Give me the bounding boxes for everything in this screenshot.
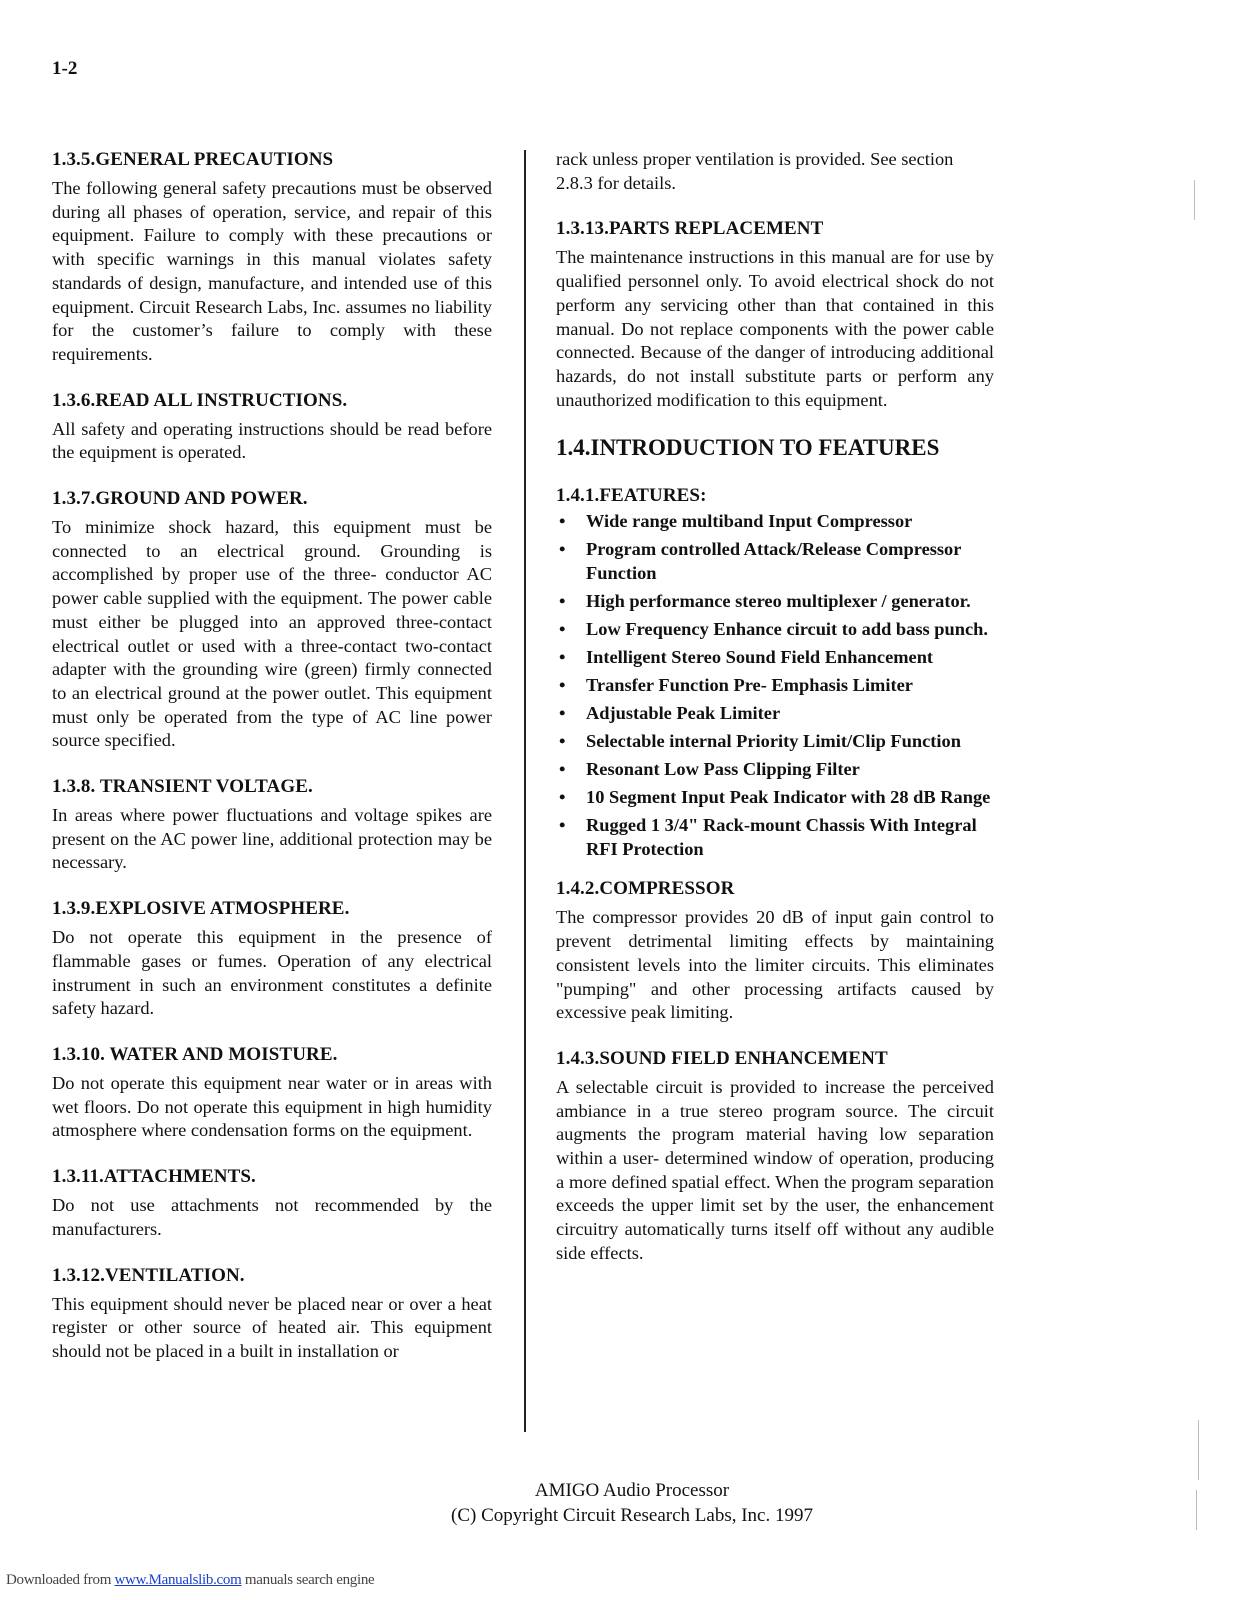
- section-features: [556, 484, 994, 861]
- list-item: [556, 646, 994, 670]
- feature-text: Wide range multiband Input Compressor: [586, 511, 913, 532]
- scan-mark: [1196, 1490, 1197, 1530]
- section-heading: 1.3.5.GENERAL PRECAUTIONS: [52, 149, 334, 170]
- list-item: [556, 674, 994, 698]
- section-heading: 1.4.2.COMPRESSOR: [556, 878, 735, 900]
- bullet-icon: •: [559, 815, 566, 836]
- bullet-icon: •: [559, 647, 566, 668]
- list-item: [556, 538, 994, 585]
- section-body: All safety and operating instructions should be read before the equipment is operated.: [52, 418, 492, 463]
- section-heading: 1.3.8. TRANSIENT VOLTAGE.: [52, 776, 313, 798]
- list-item: [556, 814, 994, 861]
- bullet-icon: •: [559, 591, 566, 612]
- section-heading: 1.3.10. WATER AND MOISTURE.: [52, 1043, 338, 1065]
- section-body: In areas where power fluctuations and voltage spikes are present on the AC power line, additional protection may be necessary.: [52, 805, 492, 873]
- section-heading: 1.4.1.FEATURES:: [556, 485, 707, 507]
- list-item: [556, 618, 994, 642]
- feature-text: Transfer Function Pre- Emphasis Limiter: [586, 675, 913, 696]
- section-body: Do not operate this equipment in the presence of flammable gases or fumes. Operation of any electrical instrument in such an environment constitutes a definite safety hazard.: [52, 927, 492, 1019]
- column-divider: [524, 150, 526, 1432]
- list-item: [556, 590, 994, 614]
- bullet-icon: •: [559, 703, 566, 724]
- list-item: [556, 758, 994, 782]
- features-list: [556, 510, 994, 861]
- section-body: The maintenance instructions in this manual are for use by qualified personnel only. To avoid electrical shock do not perform any servicing other than that contained in this manual. Do not replace components with the power cable connected. Because of the danger of introducing additional hazards, do not install substitute parts or perform any unauthorized modification to this equipment.: [556, 247, 994, 410]
- list-item: [556, 786, 994, 810]
- bullet-icon: •: [559, 787, 566, 808]
- section-body: rack unless proper ventilation is provided. See section 2.8.3 for details.: [556, 149, 954, 193]
- section-heading: 1.3.11.ATTACHMENTS.: [52, 1166, 256, 1188]
- section-general-precautions: [52, 148, 492, 367]
- section-body: This equipment should never be placed near or over a heat register or other source of heated air. This equipment should not be placed in a built in installation or: [52, 1293, 492, 1361]
- manualslib-link[interactable]: www.Manualslib.com: [114, 1572, 242, 1588]
- list-item: [556, 702, 994, 726]
- download-bar: [6, 1572, 374, 1589]
- list-item: [556, 730, 994, 754]
- scan-mark: [1198, 1420, 1199, 1480]
- bullet-icon: •: [559, 731, 566, 752]
- section-body: Do not operate this equipment near water or in areas with wet floors. Do not operate this equipment in high humidity atmosphere where condensation forms on the equipment.: [52, 1072, 492, 1141]
- section-parts-replacement: [556, 217, 994, 412]
- feature-text: High performance stereo multiplexer / generator.: [586, 591, 971, 612]
- left-column: [52, 148, 492, 1386]
- feature-text: Selectable internal Priority Limit/Clip Function: [586, 731, 961, 752]
- feature-text: Adjustable Peak Limiter: [586, 703, 781, 724]
- download-prefix: Downloaded from: [6, 1572, 115, 1588]
- section-heading: 1.3.9.EXPLOSIVE ATMOSPHERE.: [52, 898, 350, 920]
- scan-mark: [1194, 180, 1195, 220]
- section-ventilation-continued: [556, 148, 994, 195]
- list-item: [556, 510, 994, 534]
- section-body: Do not use attachments not recommended by the manufacturers.: [52, 1195, 492, 1239]
- section-heading: 1.3.13.PARTS REPLACEMENT: [556, 218, 824, 240]
- section-heading: 1.3.12.VENTILATION.: [52, 1264, 245, 1286]
- section-attachments: [52, 1165, 492, 1241]
- section-water-and-moisture: [52, 1043, 492, 1143]
- feature-text: Intelligent Stereo Sound Field Enhancement: [586, 647, 934, 668]
- feature-text: Low Frequency Enhance circuit to add bass punch.: [586, 619, 988, 640]
- section-heading: 1.3.6.READ ALL INSTRUCTIONS.: [52, 389, 348, 411]
- section-body: The compressor provides 20 dB of input gain control to prevent detrimental limiting effects by maintaining consistent levels into the limiter circuits. This eliminates "pumping" and other processing artifacts caused by excessive peak limiting.: [556, 907, 994, 1023]
- feature-text: 10 Segment Input Peak Indicator with 28 dB Range: [586, 787, 991, 808]
- section-transient-voltage: [52, 775, 492, 875]
- feature-text: Resonant Low Pass Clipping Filter: [586, 759, 860, 780]
- intro-heading: 1.4.INTRODUCTION TO FEATURES: [556, 435, 940, 461]
- right-column: [556, 148, 994, 1288]
- section-sound-field-enhancement: [556, 1047, 994, 1266]
- download-suffix: manuals search engine: [241, 1572, 375, 1588]
- section-heading: 1.4.3.SOUND FIELD ENHANCEMENT: [556, 1047, 888, 1069]
- footer-copyright: (C) Copyright Circuit Research Labs, Inc. 1997: [451, 1505, 813, 1526]
- section-body: To minimize shock hazard, this equipment must be connected to an electrical ground. Grounding is accomplished by proper use of the three- conductor AC power cable supplied with the equipment. The power cable must either be plugged into an approved three-contact electrical outlet or used with a three-contact two-contact adapter with the grounding wire (green) firmly connected to an electrical ground at the power outlet. This equipment must only be operated from the type of AC line power source specified.: [52, 517, 492, 751]
- section-ventilation: [52, 1264, 492, 1364]
- section-body: A selectable circuit is provided to increase the perceived ambiance in a true stereo program source. The circuit augments the program material having low separation within a user- determined window of operation, producing a more defined spatial effect. When the program separation exceeds the upper limit set by the user, the enhancement circuitry automatically turns itself off without any audible side effects.: [556, 1076, 994, 1263]
- bullet-icon: •: [559, 675, 566, 696]
- section-heading: 1.3.7.GROUND AND POWER.: [52, 488, 308, 510]
- bullet-icon: •: [559, 539, 566, 560]
- section-read-all-instructions: [52, 389, 492, 465]
- feature-text: Program controlled Attack/Release Compressor Function: [586, 539, 962, 584]
- page-number: 1-2: [52, 58, 78, 79]
- feature-text: Rugged 1 3/4" Rack-mount Chassis With Integral RFI Protection: [586, 815, 977, 859]
- section-explosive-atmosphere: [52, 897, 492, 1021]
- bullet-icon: •: [559, 619, 566, 640]
- footer-title: AMIGO Audio Processor: [534, 1480, 730, 1501]
- section-ground-and-power: [52, 487, 492, 753]
- section-compressor: [556, 877, 994, 1025]
- bullet-icon: •: [559, 759, 566, 780]
- bullet-icon: •: [559, 511, 566, 532]
- section-body: The following general safety precautions must be observed during all phases of operation, service, and repair of this equipment. Failure to comply with these precautions or with specific warnings in this manual violates safety standards of design, manufacture, and intended use of this equipment. Circuit Research Labs, Inc. assumes no liability for the customer’s failure to comply with these requirements.: [52, 178, 492, 364]
